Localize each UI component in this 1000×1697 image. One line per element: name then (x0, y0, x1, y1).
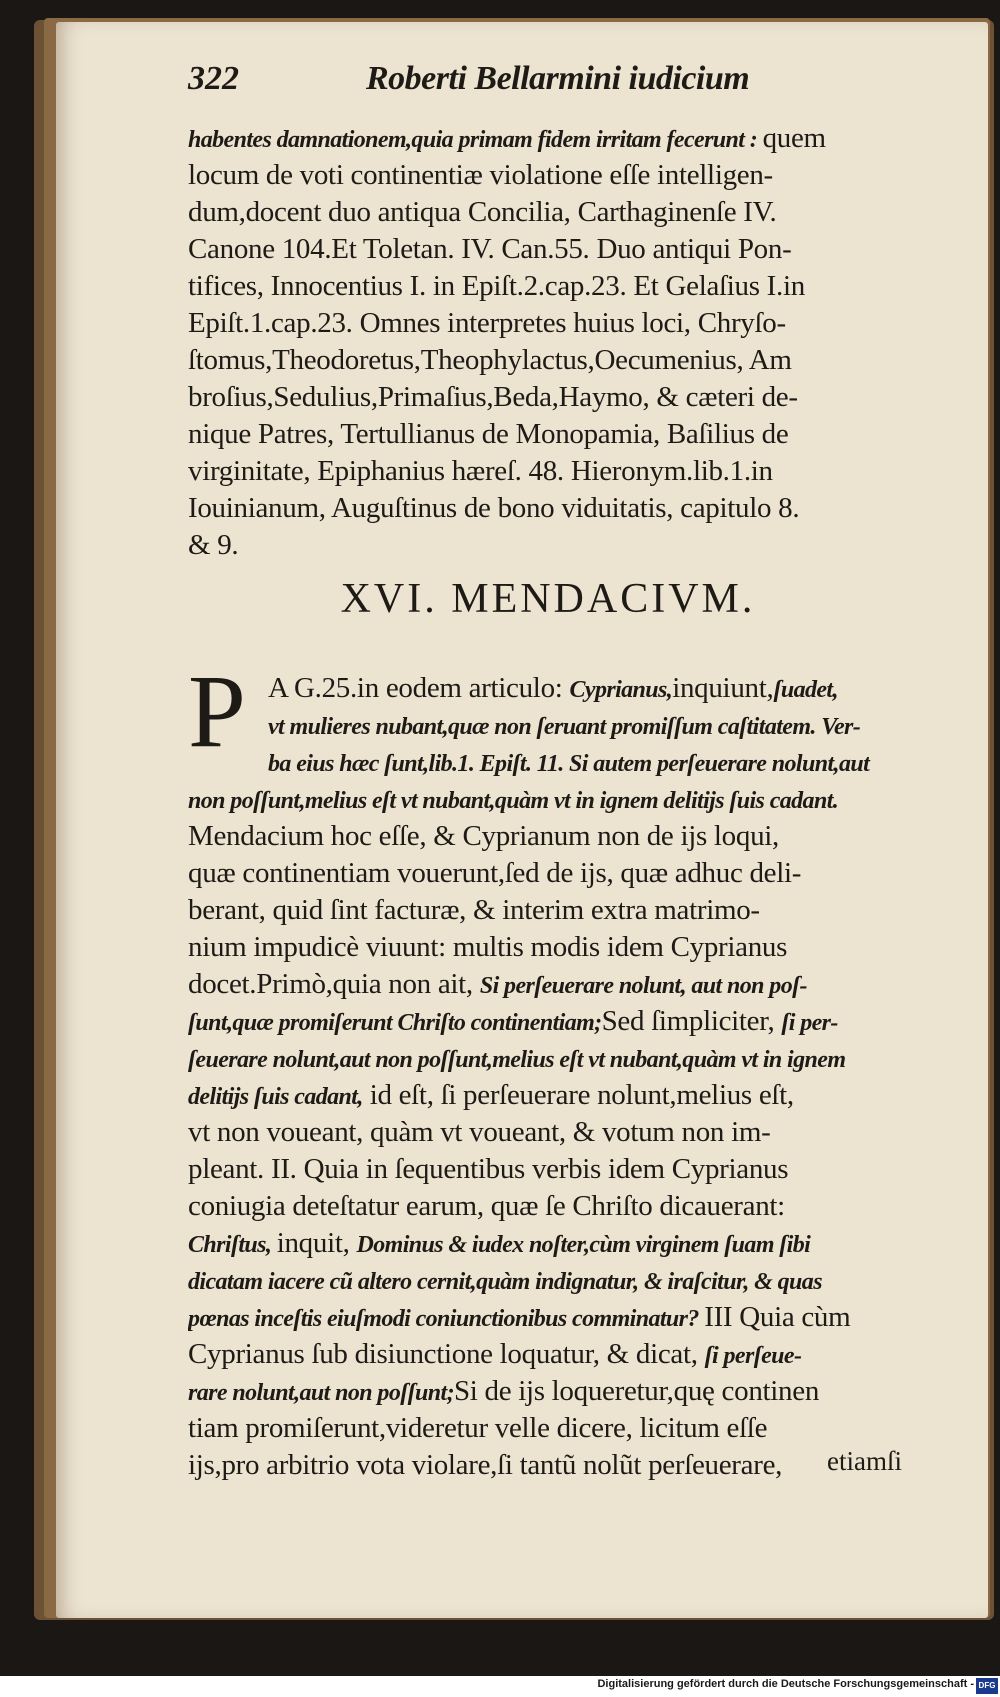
text-line (188, 1262, 908, 1299)
text-line (188, 527, 908, 564)
text-segment: virginitate, Epiphanius hæreſ. 48. Hieronym.lib.1.in (188, 455, 773, 487)
text-segment: inquit, (276, 1227, 357, 1259)
text-line (188, 194, 908, 231)
text-segment: ijs,pro arbitrio vota violare,ſi tantũ nolũt perſeuerare, (188, 1449, 783, 1481)
text-line (188, 1336, 908, 1373)
text-segment: ſi per- (781, 1010, 838, 1036)
text-line (188, 305, 908, 342)
text-line (188, 929, 908, 966)
text-line (188, 892, 908, 929)
text-line (188, 120, 908, 157)
text-segment: tifices, Innocentius I. in Epiſt.2.cap.23. Et Gelaſius I.in (188, 270, 805, 302)
text-line (188, 379, 908, 416)
text-line (188, 1003, 908, 1040)
text-segment: locum de voti continentiæ violatione eſſe intelligen- (188, 159, 773, 191)
text-segment: docet.Primò,quia non ait, (188, 968, 480, 1000)
text-line (188, 1114, 908, 1151)
text-segment: inquiunt, (672, 672, 774, 704)
text-line (188, 1373, 908, 1410)
section-title: XVI. MENDACIVM. (340, 576, 756, 622)
text-segment: id eſt, ſi perſeuerare nolunt,melius eſt, (362, 1079, 794, 1111)
text-line (188, 1077, 908, 1114)
running-head: Roberti Bellarmini iudicium (366, 60, 750, 97)
text-segment: pœnas inceſtis eiuſmodi coniunctionibus comminatur? (188, 1306, 705, 1332)
dfg-logo-icon: DFG (976, 1678, 998, 1694)
digitization-footer (0, 1676, 1000, 1697)
text-segment: Si de ijs loqueretur,quę continen (453, 1375, 820, 1407)
text-line (188, 1188, 908, 1225)
text-segment: ſunt,quæ promiſerunt Chriſto continentiam; (188, 1010, 602, 1036)
text-segment: ba eius hæc ſunt,lib.1. Epiſt. 11. Si autem perſeuerare nolunt,aut (268, 751, 870, 777)
text-line (188, 707, 908, 744)
text-line (188, 966, 908, 1003)
text-segment: Mendacium hoc eſſe, & Cyprianum non de ijs loqui, (188, 820, 779, 852)
text-segment: coniugia deteſtatur earum, quæ ſe Chriſto dicauerant: (188, 1190, 785, 1222)
text-segment: ſuadet, (773, 677, 838, 703)
text-line (188, 781, 908, 818)
text-segment: ſeuerare nolunt,aut non poſſunt,melius eſt vt nubant,quàm vt in ignem (188, 1047, 846, 1073)
text-segment: quem (762, 122, 826, 154)
text-line (188, 1410, 908, 1447)
text-line (188, 231, 908, 268)
text-segment: delitijs ſuis cadant, (188, 1084, 363, 1110)
text-line (188, 1040, 908, 1077)
text-segment: rare nolunt,aut non poſſunt; (188, 1380, 454, 1406)
text-line (188, 855, 908, 892)
text-line (188, 1225, 908, 1262)
text-segment: A G.25.in eodem articulo: (268, 672, 570, 704)
text-segment: dum,docent duo antiqua Concilia, Carthaginenſe IV. (188, 196, 777, 228)
text-segment: pleant. II. Quia in ſequentibus verbis idem Cyprianus (188, 1153, 789, 1185)
text-line (188, 818, 908, 855)
text-line (188, 490, 908, 527)
text-segment: Cyprianus, (569, 677, 673, 703)
text-line (188, 157, 908, 194)
text-segment: Si perſeuerare nolunt, aut non poſ- (479, 973, 807, 999)
footer-credit: Digitalisierung gefördert durch die Deutsche Forschungsgemeinschaft - (597, 1678, 974, 1690)
text-line (188, 1151, 908, 1188)
text-segment: III Quia cùm (704, 1301, 851, 1333)
paragraph-1 (188, 120, 908, 564)
text-line (188, 342, 908, 379)
text-line (188, 416, 908, 453)
text-segment: Cyprianus ſub disiunctione loquatur, & dicat, (188, 1338, 705, 1370)
text-segment: Epiſt.1.cap.23. Omnes interpretes huius loci, Chryſo- (188, 307, 786, 339)
text-segment: ſi perſeue- (704, 1343, 802, 1369)
text-segment: habentes damnationem,quia primam fidem irritam fecerunt : (188, 127, 763, 153)
text-segment: & 9. (188, 529, 239, 561)
text-segment: nique Patres, Tertullianus de Monopamia, Baſilius de (188, 418, 789, 450)
text-line (188, 670, 908, 707)
text-segment: broſius,Sedulius,Primaſius,Beda,Haymo, & cæteri de- (188, 381, 798, 413)
text-segment: dicatam iacere cũ altero cernit,quàm indignatur, & iraſcitur, & quas (188, 1269, 822, 1295)
text-segment: Sed ſimpliciter, (601, 1005, 782, 1037)
text-line (188, 268, 908, 305)
page-number: 322 (188, 60, 239, 97)
text-segment: Canone 104.Et Toletan. IV. Can.55. Duo antiqui Pon- (188, 233, 792, 265)
text-segment: nium impudicè viuunt: multis modis idem Cyprianus (188, 931, 788, 963)
text-line (188, 453, 908, 490)
drop-cap: P (188, 654, 246, 769)
text-segment: vt mulieres nubant,quæ non ſeruant promiſſum caſtitatem. Ver- (268, 714, 861, 740)
text-segment: Iouinianum, Auguſtinus de bono viduitatis, capitulo 8. (188, 492, 800, 524)
text-line (188, 1299, 908, 1336)
text-segment: ſtomus,Theodoretus,Theophylactus,Oecumenius, Am (188, 344, 792, 376)
text-segment: vt non voueant, quàm vt voueant, & votum non im- (188, 1116, 771, 1148)
text-line (188, 744, 908, 781)
text-segment: Chriſtus, (188, 1232, 277, 1258)
paragraph-2 (188, 670, 908, 1484)
text-line (188, 1447, 908, 1484)
page-header (188, 52, 808, 112)
text-segment: Dominus & iudex noſter,cùm virginem ſuam ſibi (356, 1232, 811, 1258)
catchword: etiamſi (827, 1446, 902, 1476)
text-segment: tiam promiſerunt,videretur velle dicere, licitum eſſe (188, 1412, 768, 1444)
text-segment: quæ continentiam vouerunt,ſed de ijs, quæ adhuc deli- (188, 857, 802, 889)
text-segment: non poſſunt,melius eſt vt nubant,quàm vt in ignem delitijs ſuis cadant. (188, 788, 839, 814)
text-segment: berant, quid ſint facturæ, & interim extra matrimo- (188, 894, 760, 926)
